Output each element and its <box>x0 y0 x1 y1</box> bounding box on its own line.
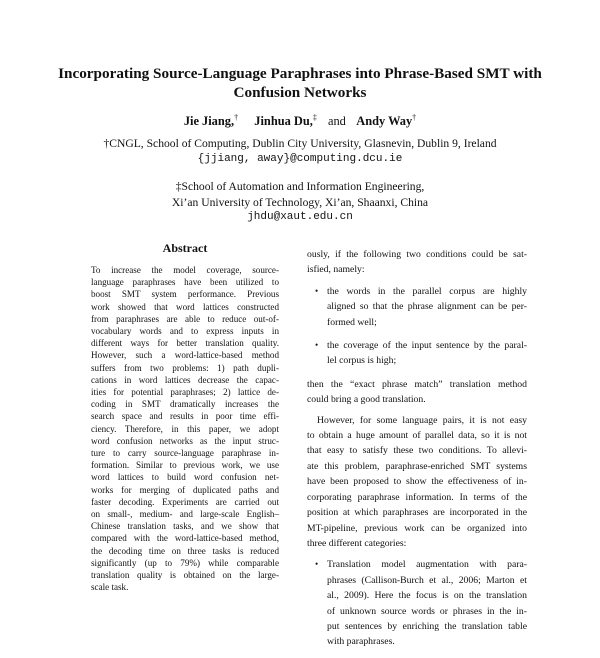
bullet-dot: • <box>315 285 319 296</box>
text-line: ously, if the following two conditions could be sat- <box>307 249 527 260</box>
abstract-body <box>91 264 279 593</box>
text-line: put sentences by enriching the translation table <box>327 620 527 632</box>
abstract-line: vocabulary words and to express inputs in <box>91 326 279 337</box>
abstract-line: search space and results in poor time effi- <box>91 411 279 422</box>
body-paragraph <box>307 413 527 552</box>
text-line: position at which paraphrases are incorporated in the <box>307 507 527 519</box>
abstract-line: coding in SMT dramatically increases the <box>91 399 279 410</box>
bullet-text <box>327 557 527 649</box>
bullet-text <box>327 284 527 330</box>
abstract-line: boost SMT system performance. Previous <box>91 289 279 300</box>
author-1: Jie Jiang, <box>183 114 235 129</box>
abstract-line: ities for potential paraphrases; 2) lattice de- <box>91 387 279 398</box>
text-line: three different categories: <box>307 537 407 549</box>
abstract-heading: Abstract <box>162 241 208 255</box>
text-line: MT-pipeline, previous work can be organized into <box>307 522 527 534</box>
abstract-line: language paraphrases have been utilized to <box>91 277 279 288</box>
affiliation-2-email: jhdu@xaut.edu.cn <box>247 211 353 223</box>
text-line: with paraphrases. <box>327 636 395 648</box>
affiliation-2-line-1: ‡School of Automation and Information Engineering, <box>175 180 425 193</box>
text-line: Translation model augmentation with para- <box>327 559 527 571</box>
text-line: lel corpus is high; <box>327 355 397 367</box>
right-column <box>307 247 527 658</box>
text-line: could bring a good translation. <box>307 394 426 406</box>
title-line-1: Incorporating Source-Language Paraphrases into Phrase-Based SMT with <box>58 65 542 82</box>
abstract-line: faster decoding. Experiments are carried out <box>91 496 279 507</box>
abstract-line: different ways for better translation quality. <box>91 338 279 349</box>
text-line: formed well; <box>327 316 377 328</box>
abstract-line: However, such a word-lattice-based method <box>91 350 279 361</box>
text-line: corporating paraphrase information. In terms of the <box>307 491 527 503</box>
text-line: isfied, namely: <box>307 264 365 276</box>
abstract-line: scale task. <box>91 582 129 593</box>
abstract-line: from paraphrases are able to reduce out-of- <box>91 313 279 324</box>
abstract-line: cations in word lattices decrease the capac- <box>91 374 279 385</box>
author-2-mark: ‡ <box>312 113 317 122</box>
author-list <box>40 110 560 129</box>
paper-title <box>40 64 560 102</box>
abstract-line: ciency. Therefore, in this paper, we adopt <box>91 423 279 434</box>
abstract-line: word confusion networks as the input struc- <box>91 435 279 446</box>
bullet-item <box>307 338 527 369</box>
text-line: ate this problem, paraphrase-enriched SMT systems <box>307 460 527 472</box>
abstract-line: ture to carry source-language paraphrase in- <box>91 448 279 459</box>
title-line-2: Confusion Networks <box>233 84 367 101</box>
abstract-line: the decoding time on three tasks is reduced <box>91 545 279 556</box>
text-line: al., 2009). Here the focus is on the translation <box>327 590 527 602</box>
affiliation-2-line-2: Xi’an University of Technology, Xi’an, Shaanxi, China <box>171 195 429 209</box>
text-line: have been proposed to show the effectiveness of in- <box>307 476 527 488</box>
affiliation-2 <box>40 179 560 226</box>
abstract-line: Chinese translation tasks, and we show that <box>91 521 279 532</box>
abstract-line: formation. Similar to previous work, we use <box>91 460 279 471</box>
text-line: phrases (Callison-Burch et al., 2006; Marton et <box>327 574 527 586</box>
text-line: to obtain a huge amount of parallel data, so it is not <box>307 430 527 442</box>
left-column <box>91 240 279 593</box>
abstract-line: translation quality is obtained on the large- <box>91 570 279 581</box>
abstract-line: suffers from two problems: 1) path dupli- <box>91 362 279 373</box>
then-paragraph <box>307 377 527 408</box>
affiliation-1-line: †CNGL, School of Computing, Dublin City University, Glasnevin, Dublin 9, Ireland <box>103 137 497 150</box>
abstract-line: compared with the word-lattice-based method, <box>91 533 279 544</box>
text-line: then the “exact phrase match” translation method <box>307 378 527 390</box>
author-3: Andy Way <box>356 114 413 129</box>
text-line: that easy to satisfy these two conditions. To allevi- <box>307 445 527 457</box>
author-3-mark: † <box>412 113 417 122</box>
author-2: Jinhua Du, <box>254 114 313 129</box>
affiliation-1 <box>40 136 560 167</box>
abstract-line: word lattices to build word confusion net- <box>91 472 279 483</box>
abstract-line: work showed that word lattices constructed <box>91 301 279 312</box>
abstract-line: on small-, medium- and large-scale English– <box>91 509 279 520</box>
bullet-text <box>327 338 527 369</box>
intro-paragraph <box>307 247 527 278</box>
text-line: However, for some language pairs, it is not easy <box>317 414 527 426</box>
text-line: the coverage of the input sentence by the paral- <box>327 340 527 352</box>
bullet-item <box>307 557 527 649</box>
affiliation-1-email: {jjiang, away}@computing.dcu.ie <box>197 152 403 165</box>
bullet-dot: • <box>315 559 319 570</box>
abstract-line: To increase the model coverage, source- <box>91 265 279 275</box>
and-word: and <box>327 114 346 129</box>
author-1-mark: † <box>234 113 239 122</box>
text-line: of unknown source words or phrases in the in- <box>327 605 527 617</box>
bullet-item <box>307 284 527 330</box>
bullet-dot: • <box>315 340 319 351</box>
text-line: aligned so that the phrase alignment can be per- <box>327 301 527 313</box>
text-line: the words in the parallel corpus are highly <box>327 285 527 297</box>
abstract-line: works for merging of duplicated paths and <box>91 484 279 495</box>
abstract-line: significantly (up to 79%) while comparable <box>91 557 279 568</box>
